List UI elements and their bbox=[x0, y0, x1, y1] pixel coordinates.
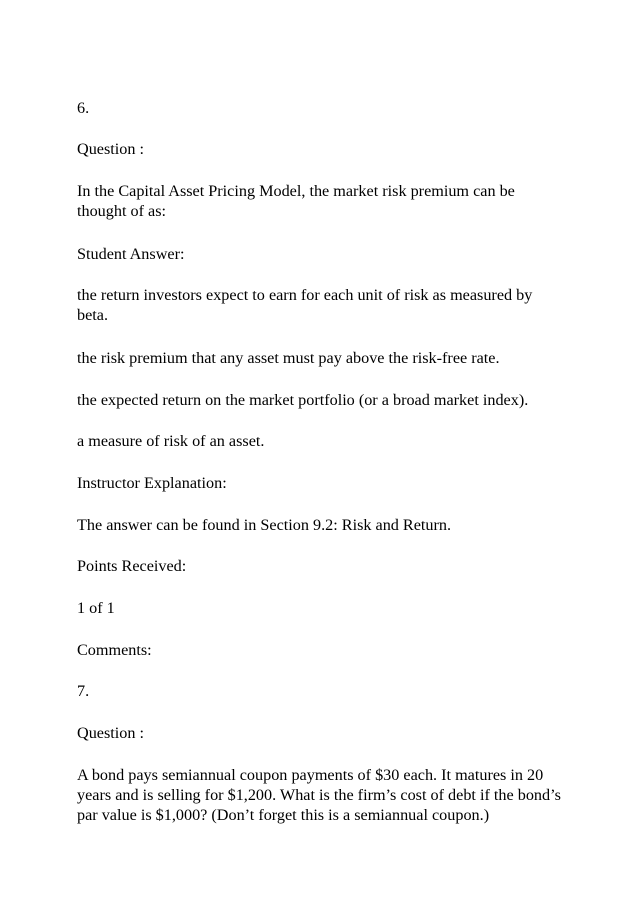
question-7-label: Question : bbox=[77, 724, 144, 742]
answer-option-1: the return investors expect to earn for each unit of risk as measured by beta. bbox=[77, 286, 533, 324]
answer-option-2: the risk premium that any asset must pay above the risk-free rate. bbox=[77, 349, 500, 367]
points-received-value: 1 of 1 bbox=[77, 599, 115, 617]
answer-option-4: a measure of risk of an asset. bbox=[77, 432, 265, 450]
instructor-explanation-text: The answer can be found in Section 9.2: Risk and Return. bbox=[77, 516, 452, 534]
comments-label: Comments: bbox=[77, 641, 152, 659]
question-6-number: 6. bbox=[77, 99, 90, 117]
points-received-label: Points Received: bbox=[77, 557, 187, 575]
question-7-text: A bond pays semiannual coupon payments of $30 each. It matures in 20 years and is selling for $1,200. What is the firm’s cost of debt if the bond’s par value is $1,000? (Don’t forget this is a semiannual coupon.) bbox=[77, 766, 561, 824]
student-answer-label: Student Answer: bbox=[77, 245, 185, 263]
instructor-explanation-label: Instructor Explanation: bbox=[77, 474, 227, 492]
question-6-text: In the Capital Asset Pricing Model, the market risk premium can be thought of as: bbox=[77, 182, 515, 220]
question-7-number: 7. bbox=[77, 682, 90, 700]
answer-option-3: the expected return on the market portfolio (or a broad market index). bbox=[77, 391, 529, 409]
question-6-label: Question : bbox=[77, 140, 144, 158]
